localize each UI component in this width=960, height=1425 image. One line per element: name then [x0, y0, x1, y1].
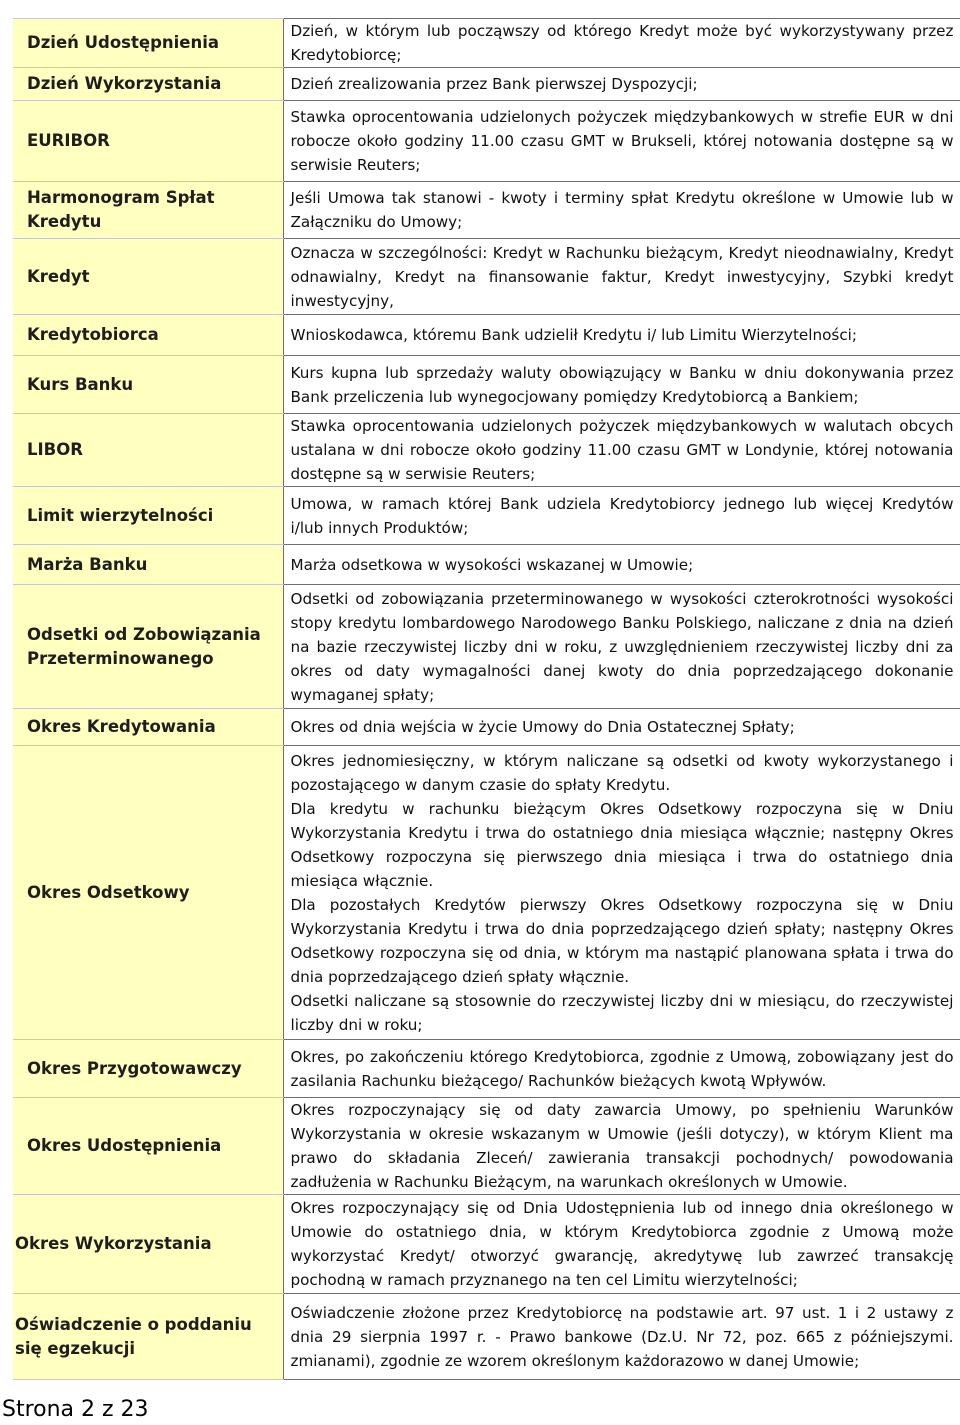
- description-cell: Okres od dnia wejścia w życie Umowy do Dnia Ostatecznej Spłaty;: [283, 709, 960, 746]
- description-cell: Stawka oprocentowania udzielonych pożyczek międzybankowych w walutach obcych ustalana w dni robocze około godziny 11.00 czasu GMT w Londynie, której notowania dostępne są w serwisie Reuters;: [283, 414, 960, 487]
- description-cell: Wnioskodawca, któremu Bank udzielił Kredytu i/ lub Limitu Wierzytelności;: [283, 315, 960, 356]
- description-cell: Jeśli Umowa tak stanowi - kwoty i terminy spłat Kredytu określone w Umowie lub w Załączniku do Umowy;: [283, 182, 960, 239]
- description-cell: Okres rozpoczynający się od Dnia Udostępnienia lub od innego dnia określonego w Umowie do ostatniego dnia, w którym Kredytobiorca zgodnie z Umową może wykorzystać Kredyt/ otworzyć gwarancję, akredytywę lub zawrzeć transakcję pochodną w ramach przyznanego na ten cel Limitu wierzytelności;: [283, 1195, 960, 1294]
- term-cell: Kurs Banku: [13, 356, 283, 414]
- definition-row: [13, 19, 960, 68]
- definition-row: [13, 356, 960, 414]
- term-cell: Okres Przygotowawczy: [13, 1040, 283, 1098]
- definition-row: [13, 1294, 960, 1380]
- term-cell: Limit wierzytelności: [13, 487, 283, 545]
- description-cell: Oświadczenie złożone przez Kredytobiorcę na podstawie art. 97 ust. 1 i 2 ustawy z dnia 29 sierpnia 1997 r. - Prawo bankowe (Dz.U. Nr 72, poz. 665 z późniejszymi. zmianami), zgodnie ze wzorem określonym każdorazowo w danej Umowie;: [283, 1294, 960, 1380]
- term-cell: Kredyt: [13, 239, 283, 315]
- definition-row: [13, 487, 960, 545]
- term-cell: Oświadczenie o poddaniu się egzekucji: [13, 1294, 283, 1380]
- definition-row: [13, 182, 960, 239]
- term-cell: Okres Wykorzystania: [13, 1195, 283, 1294]
- term-cell: Marża Banku: [13, 545, 283, 585]
- description-cell: Okres, po zakończeniu którego Kredytobiorca, zgodnie z Umową, zobowiązany jest do zasilania Rachunku bieżącego/ Rachunków bieżących kwotą Wpływów.: [283, 1040, 960, 1098]
- definitions-table: [13, 18, 960, 1380]
- definition-row: [13, 746, 960, 1040]
- description-cell: Odsetki od zobowiązania przeterminowanego w wysokości czterokrotności wysokości stopy kredytu lombardowego Narodowego Banku Polskiego, naliczane z dnia na dzień na bazie rzeczywistej liczby dni w roku, z uwzględnieniem rzeczywistej liczby dni za okres od daty wymagalności danej kwoty do dnia poprzedzającego dokonanie wymaganej spłaty;: [283, 585, 960, 709]
- description-cell: Stawka oprocentowania udzielonych pożyczek międzybankowych w strefie EUR w dni robocze około godziny 11.00 czasu GMT w Brukseli, której notowania dostępne są w serwisie Reuters;: [283, 101, 960, 182]
- description-cell: Umowa, w ramach której Bank udziela Kredytobiorcy jednego lub więcej Kredytów i/lub innych Produktów;: [283, 487, 960, 545]
- definition-row: [13, 545, 960, 585]
- term-cell: Okres Udostępnienia: [13, 1098, 283, 1195]
- term-cell: Okres Kredytowania: [13, 709, 283, 746]
- term-cell: Odsetki od Zobowiązania Przeterminowanego: [13, 585, 283, 709]
- term-cell: Kredytobiorca: [13, 315, 283, 356]
- term-cell: Dzień Wykorzystania: [13, 68, 283, 101]
- term-cell: LIBOR: [13, 414, 283, 487]
- definition-row: [13, 709, 960, 746]
- description-cell: Marża odsetkowa w wysokości wskazanej w Umowie;: [283, 545, 960, 585]
- description-cell: Okres jednomiesięczny, w którym naliczane są odsetki od kwoty wykorzystanego i pozostającego w danym czasie do spłaty Kredytu. Dla kredytu w rachunku bieżącym Okres Odsetkowy rozpoczyna się w Dniu Wykorzystania Kredytu i trwa do ostatniego dnia miesiąca włącznie; następny Okres Odsetkowy rozpoczyna się pierwszego dnia miesiąca i trwa do ostatniego dnia miesiąca włącznie. Dla pozostałych Kredytów pierwszy Okres Odsetkowy rozpoczyna się w Dniu Wykorzystania Kredytu i trwa do dnia poprzedzającego dzień spłaty; następny Okres Odsetkowy rozpoczyna się od dnia, w którym ma nastąpić planowana spłata i trwa do dnia poprzedzającego dzień spłaty włącznie. Odsetki naliczane są stosownie do rzeczywistej liczby dni w miesiącu, do rzeczywistej liczby dni w roku;: [283, 746, 960, 1040]
- definition-row: [13, 315, 960, 356]
- term-cell: Okres Odsetkowy: [13, 746, 283, 1040]
- description-cell: Dzień zrealizowania przez Bank pierwszej Dyspozycji;: [283, 68, 960, 101]
- definition-row: [13, 239, 960, 315]
- definition-row: [13, 585, 960, 709]
- page-number: Strona 2 z 23: [2, 1397, 149, 1422]
- term-cell: EURIBOR: [13, 101, 283, 182]
- description-cell: Okres rozpoczynający się od daty zawarcia Umowy, po spełnieniu Warunków Wykorzystania w okresie wskazanym w Umowie (jeśli dotyczy), w którym Klient ma prawo do składania Zleceń/ zawierania transakcji pochodnych/ powodowania zadłużenia w Rachunku Bieżącym, na warunkach określonych w Umowie.: [283, 1098, 960, 1195]
- term-cell: Harmonogram Spłat Kredytu: [13, 182, 283, 239]
- definition-row: [13, 101, 960, 182]
- description-cell: Dzień, w którym lub począwszy od którego Kredyt może być wykorzystywany przez Kredytobiorcę;: [283, 19, 960, 68]
- definition-row: [13, 1098, 960, 1195]
- description-cell: Oznacza w szczególności: Kredyt w Rachunku bieżącym, Kredyt nieodnawialny, Kredyt odnawialny, Kredyt na finansowanie faktur, Kredyt inwestycyjny, Szybki kredyt inwestycyjny,: [283, 239, 960, 315]
- description-cell: Kurs kupna lub sprzedaży waluty obowiązujący w Banku w dniu dokonywania przez Bank przeliczenia lub wynegocjowany pomiędzy Kredytobiorcą a Bankiem;: [283, 356, 960, 414]
- definition-row: [13, 414, 960, 487]
- definition-row: [13, 1195, 960, 1294]
- term-cell: Dzień Udostępnienia: [13, 19, 283, 68]
- definition-row: [13, 68, 960, 101]
- definition-row: [13, 1040, 960, 1098]
